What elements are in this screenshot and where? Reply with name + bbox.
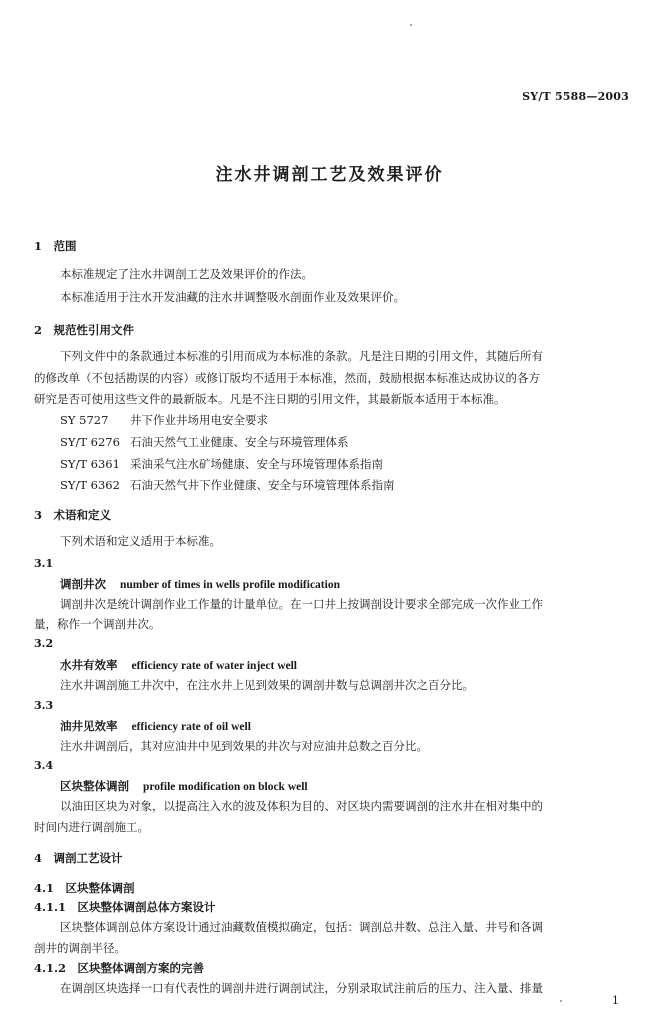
term-definition: 注水井调剖后，其对应油井中见到效果的井次与对应油井总数之百分比。 [60,739,428,753]
clause-number: 3.2 [34,637,54,650]
section-2-paragraph: 下列文件中的条款通过本标准的引用而成为本标准的条款。凡是注日期的引用文件，其随后所有 [60,349,543,363]
reference-item [60,412,268,428]
clause-number: 3.1 [34,557,54,570]
reference-code: SY 5727 [60,413,109,427]
reference-item [60,456,383,472]
reference-title: 石油天然气工业健康、安全与环境管理体系 [130,435,349,449]
term-english: number of times in wells profile modification [120,579,340,591]
term-definition: 注水井调剖施工井次中，在注水井上见到效果的调剖井数与总调剖井次之百分比。 [60,678,474,692]
reference-title: 石油天然气井下作业健康、安全与环境管理体系指南 [130,478,395,492]
subsection-paragraph: 剖井的调剖半径。 [34,941,126,955]
section-3-heading: 3 术语和定义 [34,508,112,522]
term-chinese: 油井见效率 [60,719,118,733]
subsection-heading: 4.1.1 区块整体调剖总体方案设计 [34,900,216,914]
term-english: profile modification on block well [143,781,308,793]
term-definition: 量，称作一个调剖井次。 [34,617,161,631]
subsection-paragraph: 区块整体调剖总体方案设计通过油藏数值模拟确定，包括：调剖总井数、总注入量、井号和各调 [60,920,543,934]
term-entry [60,778,308,795]
section-2-heading: 2 规范性引用文件 [34,323,135,337]
reference-code: SY/T 6361 [60,457,120,471]
reference-item [60,477,395,493]
reference-code: SY/T 6362 [60,478,120,492]
subsection-heading: 4.1 区块整体调剖 [34,881,135,895]
clause-number: 3.4 [34,759,54,772]
scan-speck [410,24,412,26]
section-1-heading: 1 范围 [34,239,77,253]
reference-title: 采油采气注水矿场健康、安全与环境管理体系指南 [130,457,383,471]
reference-item [60,434,349,450]
term-chinese: 区块整体调剖 [60,779,129,793]
term-definition: 以油田区块为对象，以提高注入水的波及体积为目的、对区块内需要调剖的注水井在相对集中的 [60,799,543,813]
term-entry [60,576,340,593]
section-1-paragraph: 本标准适用于注水开发油藏的注水井调整吸水剖面作业及效果评价。 [60,290,405,304]
term-english: efficiency rate of oil well [131,721,251,733]
reference-title: 井下作业井场用电安全要求 [130,413,268,427]
term-entry [60,718,251,735]
term-chinese: 调剖井次 [60,577,106,591]
scan-speck [560,1000,562,1002]
reference-code: SY/T 6276 [60,435,120,449]
page-number: 1 [612,994,619,1007]
term-chinese: 水井有效率 [60,658,118,672]
section-1-paragraph: 本标准规定了注水井调剖工艺及效果评价的作法。 [60,267,313,281]
term-english: efficiency rate of water inject well [131,660,297,672]
section-4-heading: 4 调剖工艺设计 [34,851,123,865]
section-2-paragraph: 的修改单（不包括勘误的内容）或修订版均不适用于本标准，然而，鼓励根据本标准达成协议的各方 [34,371,540,385]
clause-number: 3.3 [34,699,54,712]
standard-code: SY/T 5588—2003 [522,90,629,103]
section-2-paragraph: 研究是否可使用这些文件的最新版本。凡是不注日期的引用文件，其最新版本适用于本标准。 [34,392,506,406]
term-definition: 调剖井次是统计调剖作业工作量的计量单位。在一口井上按调剖设计要求全部完成一次作业工作 [60,597,543,611]
subsection-paragraph: 在调剖区块选择一口有代表性的调剖井进行调剖试注，分别录取试注前后的压力、注入量、排量 [60,981,543,995]
document-title: 注水井调剖工艺及效果评价 [215,165,444,185]
section-3-intro: 下列术语和定义适用于本标准。 [60,534,221,548]
term-definition: 时间内进行调剖施工。 [34,820,149,834]
term-entry [60,657,297,674]
subsection-heading: 4.1.2 区块整体调剖方案的完善 [34,961,205,975]
